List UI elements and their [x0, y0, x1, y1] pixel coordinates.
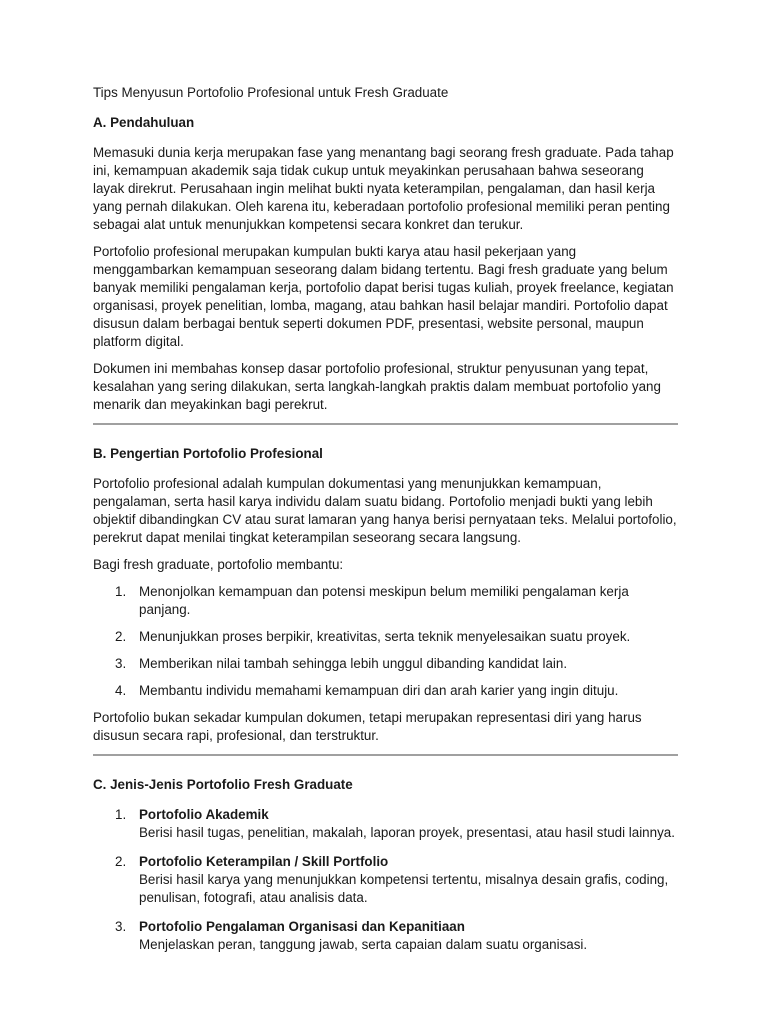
list-number: 1.	[115, 807, 127, 822]
list-item-text: Membantu individu memahami kemampuan diri dan arah karier yang ingin dituju.	[139, 683, 619, 698]
list-item-description: Berisi hasil tugas, penelitian, makalah, laporan proyek, presentasi, atau hasil studi lainnya.	[139, 825, 675, 840]
list-item	[93, 853, 678, 907]
list-item	[93, 682, 678, 700]
section-heading: B. Pengertian Portofolio Profesional	[93, 446, 323, 461]
list-item-title: Portofolio Keterampilan / Skill Portfolio	[139, 854, 389, 869]
list-item	[93, 806, 678, 842]
document-page	[93, 84, 678, 965]
paragraph: Dokumen ini membahas konsep dasar portofolio profesional, struktur penyusunan yang tepat, kesalahan yang sering dilakukan, serta langkah-langkah praktis dalam membuat portofolio yang menarik dan meyakinkan bagi perekrut.	[93, 361, 661, 412]
list-number: 4.	[115, 683, 127, 698]
paragraph: Portofolio profesional merupakan kumpulan bukti karya atau hasil pekerjaan yang menggambarkan kemampuan seseorang dalam bidang tertentu. Bagi fresh graduate yang belum banyak memiliki pengalaman kerja, portofolio dapat berisi tugas kuliah, proyek freelance, kegiatan organisasi, proyek penelitian, lomba, magang, atau bahkan hasil belajar mandiri. Portofolio dapat disusun dalam berbagai bentuk seperti dokumen PDF, presentasi, website personal, maupun platform digital.	[93, 244, 674, 349]
list-item	[93, 583, 678, 619]
list-number: 3.	[115, 919, 127, 934]
section-divider	[93, 423, 678, 425]
list-number: 1.	[115, 584, 127, 599]
section-divider	[93, 754, 678, 756]
list-item	[93, 918, 678, 954]
benefits-list	[93, 583, 678, 700]
paragraph: Portofolio bukan sekadar kumpulan dokumen, tetapi merupakan representasi diri yang harus disusun secara rapi, profesional, dan terstruktur.	[93, 710, 642, 743]
list-item-text: Menonjolkan kemampuan dan potensi meskipun belum memiliki pengalaman kerja panjang.	[139, 584, 629, 617]
section-introduction	[93, 114, 678, 414]
list-item-title: Portofolio Akademik	[139, 807, 269, 822]
list-item-title: Portofolio Pengalaman Organisasi dan Kepanitiaan	[139, 919, 465, 934]
section-heading: C. Jenis-Jenis Portofolio Fresh Graduate	[93, 777, 353, 792]
portfolio-types-list	[93, 806, 678, 954]
paragraph: Portofolio profesional adalah kumpulan dokumentasi yang menunjukkan kemampuan, pengalaman, serta hasil karya individu dalam suatu bidang. Portofolio menjadi bukti yang lebih objektif dibandingkan CV atau surat lamaran yang hanya berisi pernyataan teks. Melalui portofolio, perekrut dapat menilai tingkat keterampilan seseorang secara langsung.	[93, 476, 677, 545]
section-heading: A. Pendahuluan	[93, 115, 195, 130]
paragraph: Memasuki dunia kerja merupakan fase yang menantang bagi seorang fresh graduate. Pada tahap ini, kemampuan akademik saja tidak cukup untuk meyakinkan perusahaan bahwa seseorang layak direkrut. Perusahaan ingin melihat bukti nyata keterampilan, pengalaman, dan hasil kerja yang pernah dilakukan. Oleh karena itu, keberadaan portofolio profesional memiliki peran penting sebagai alat untuk menunjukkan kompetensi secara konkret dan terukur.	[93, 145, 674, 232]
list-item-description: Menjelaskan peran, tanggung jawab, serta capaian dalam suatu organisasi.	[139, 937, 588, 952]
list-item-description: Berisi hasil karya yang menunjukkan kompetensi tertentu, misalnya desain grafis, coding, penulisan, fotografi, atau analisis data.	[139, 872, 669, 905]
list-item	[93, 655, 678, 673]
section-types	[93, 776, 678, 954]
list-number: 3.	[115, 656, 127, 671]
list-number: 2.	[115, 854, 127, 869]
list-number: 2.	[115, 629, 127, 644]
list-item-text: Menunjukkan proses berpikir, kreativitas, serta teknik menyelesaikan suatu proyek.	[139, 629, 631, 644]
section-definition	[93, 445, 678, 745]
paragraph: Bagi fresh graduate, portofolio membantu:	[93, 557, 344, 572]
document-title: Tips Menyusun Portofolio Profesional untuk Fresh Graduate	[93, 85, 449, 100]
list-item-text: Memberikan nilai tambah sehingga lebih unggul dibanding kandidat lain.	[139, 656, 568, 671]
list-item	[93, 628, 678, 646]
